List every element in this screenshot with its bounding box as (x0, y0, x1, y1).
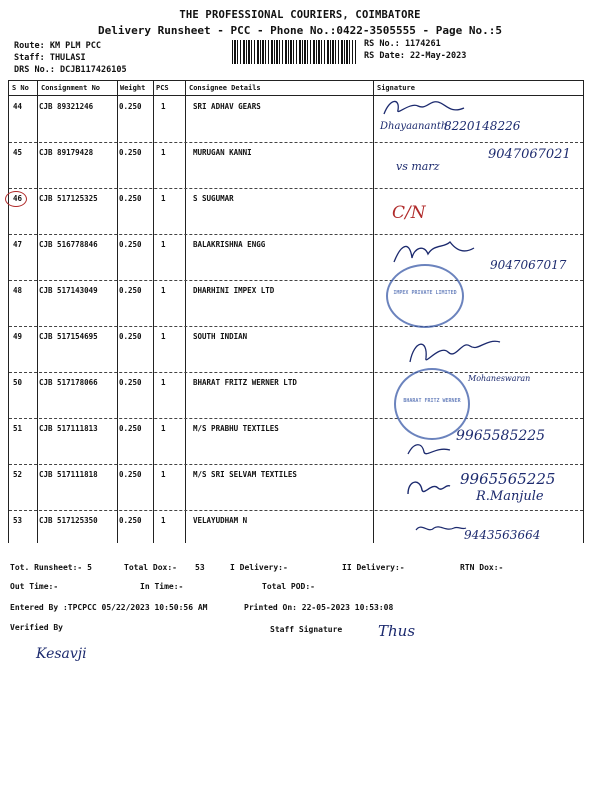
row-consignment: CJB 516778846 (39, 240, 98, 249)
row-consignee: M/S SRI SELVAM TEXTILES (193, 470, 297, 479)
handwritten-name: Dhayaananth (380, 121, 448, 132)
barcode (232, 40, 356, 64)
table-row (9, 280, 583, 327)
handwritten-name: R.Manjule (476, 489, 544, 504)
col-sno: S No (12, 84, 29, 92)
row-pcs: 1 (161, 240, 166, 249)
row-weight: 0.250 (119, 148, 142, 157)
row-consignee: M/S PRABHU TEXTILES (193, 424, 279, 433)
row-pcs: 1 (161, 194, 166, 203)
handwritten-phone: 8220148226 (444, 119, 521, 133)
in-time-label: In Time:- (140, 582, 184, 591)
row-weight: 0.250 (119, 470, 142, 479)
rs-number: RS No.: 1174261 (364, 39, 441, 49)
row-sno: 47 (13, 240, 23, 249)
staff-signature: Thus (378, 622, 416, 640)
out-time-label: Out Time:- (10, 582, 59, 591)
handwritten-phone: 9965565225 (460, 470, 556, 488)
signature-scribble (388, 238, 478, 268)
verified-by-label: Verified By (10, 623, 63, 632)
company-stamp (386, 264, 464, 328)
signature-scribble (404, 438, 454, 460)
row-consignee: SRI ADHAV GEARS (193, 102, 261, 111)
row-sno: 50 (13, 378, 23, 387)
row-weight: 0.250 (119, 378, 142, 387)
staff-label: Staff: THULASI (14, 53, 86, 63)
total-dox-label: Total Dox:- (124, 563, 177, 572)
rtn-dox-label: RTN Dox:- (460, 563, 504, 572)
total-pod-label: Total POD:- (262, 582, 315, 591)
table-header (9, 81, 583, 96)
row-pcs: 1 (161, 470, 166, 479)
row-weight: 0.250 (119, 424, 142, 433)
row-consignee: SOUTH INDIAN (193, 332, 248, 341)
handwritten-note: vs marz (396, 160, 440, 173)
row-weight: 0.250 (119, 332, 142, 341)
row-weight: 0.250 (119, 240, 142, 249)
runsheet-subtitle: Delivery Runsheet - PCC - Phone No.:0422-3505555 - Page No.:5 (98, 24, 502, 37)
row-weight: 0.250 (119, 516, 142, 525)
table-row (9, 188, 583, 235)
row-sno: 53 (13, 516, 23, 525)
stamp-text: IMPEX PRIVATE LIMITED (393, 290, 457, 296)
row-consignee: VELAYUDHAM N (193, 516, 248, 525)
row-weight: 0.250 (119, 194, 142, 203)
col-consignment: Consignment No (41, 84, 101, 92)
row-consignee: BHARAT FRITZ WERNER LTD (193, 378, 297, 387)
handwritten-note: Mohaneswaran (468, 374, 531, 383)
row-weight: 0.250 (119, 102, 142, 111)
row-consignment: CJB 517125325 (39, 194, 98, 203)
row-sno: 52 (13, 470, 23, 479)
staff-signature-label: Staff Signature (270, 625, 343, 634)
row-pcs: 1 (161, 424, 166, 433)
drs-number: DRS No.: DCJB117426105 (14, 65, 127, 75)
signature-scribble (412, 520, 468, 536)
row-consignee: S SUGUMAR (193, 194, 234, 203)
col-weight: Weight (120, 84, 146, 92)
row-consignee: DHARHINI IMPEX LTD (193, 286, 275, 295)
row-pcs: 1 (161, 102, 166, 111)
col-pcs: PCS (156, 84, 169, 92)
rs-date: RS Date: 22-May-2023 (364, 51, 467, 61)
entered-by: Entered By :TPCPCC 05/22/2023 10:50:56 AM (10, 603, 208, 612)
ii-delivery-label: II Delivery:- (342, 563, 405, 572)
printed-on: Printed On: 22-05-2023 10:53:08 (244, 603, 394, 612)
circle-mark (5, 191, 27, 207)
col-signature: Signature (377, 84, 415, 92)
row-sno: 44 (13, 102, 23, 111)
col-consignee: Consignee Details (189, 84, 261, 92)
handwritten-phone: 9965585225 (456, 428, 546, 444)
row-consignment: CJB 517154695 (39, 332, 98, 341)
row-sno: 48 (13, 286, 23, 295)
row-pcs: 1 (161, 516, 166, 525)
verified-signature: Kesavji (36, 646, 87, 662)
handwritten-phone: 9443563664 (464, 528, 541, 542)
total-dox-value: 53 (195, 563, 205, 572)
tot-runsheet: Tot. Runsheet:- 5 (10, 563, 92, 572)
row-pcs: 1 (161, 332, 166, 341)
row-consignment: CJB 89321246 (39, 102, 94, 111)
row-consignee: MURUGAN KANNI (193, 148, 252, 157)
signature-scribble (402, 474, 452, 500)
row-consignment: CJB 517143049 (39, 286, 98, 295)
stamp-text: BHARAT FRITZ WERNER (403, 398, 461, 404)
i-delivery-label: I Delivery:- (230, 563, 288, 572)
row-pcs: 1 (161, 378, 166, 387)
route-label: Route: KM PLM PCC (14, 41, 101, 51)
row-pcs: 1 (161, 148, 166, 157)
row-consignment: CJB 89179428 (39, 148, 94, 157)
signature-scribble (380, 96, 470, 120)
row-sno: 46 (13, 194, 23, 203)
handwritten-note: C/N (392, 203, 426, 223)
signature-scribble (404, 332, 504, 372)
row-weight: 0.250 (119, 286, 142, 295)
row-consignment: CJB 517111818 (39, 470, 98, 479)
handwritten-phone: 9047067017 (490, 258, 567, 272)
row-consignment: CJB 517125350 (39, 516, 98, 525)
row-sno: 49 (13, 332, 23, 341)
row-consignment: CJB 517178066 (39, 378, 98, 387)
company-title: THE PROFESSIONAL COURIERS, COIMBATORE (179, 9, 421, 21)
row-consignee: BALAKRISHNA ENGG (193, 240, 266, 249)
row-sno: 51 (13, 424, 23, 433)
handwritten-phone: 9047067021 (488, 147, 571, 162)
row-consignment: CJB 517111813 (39, 424, 98, 433)
row-sno: 45 (13, 148, 23, 157)
row-pcs: 1 (161, 286, 166, 295)
